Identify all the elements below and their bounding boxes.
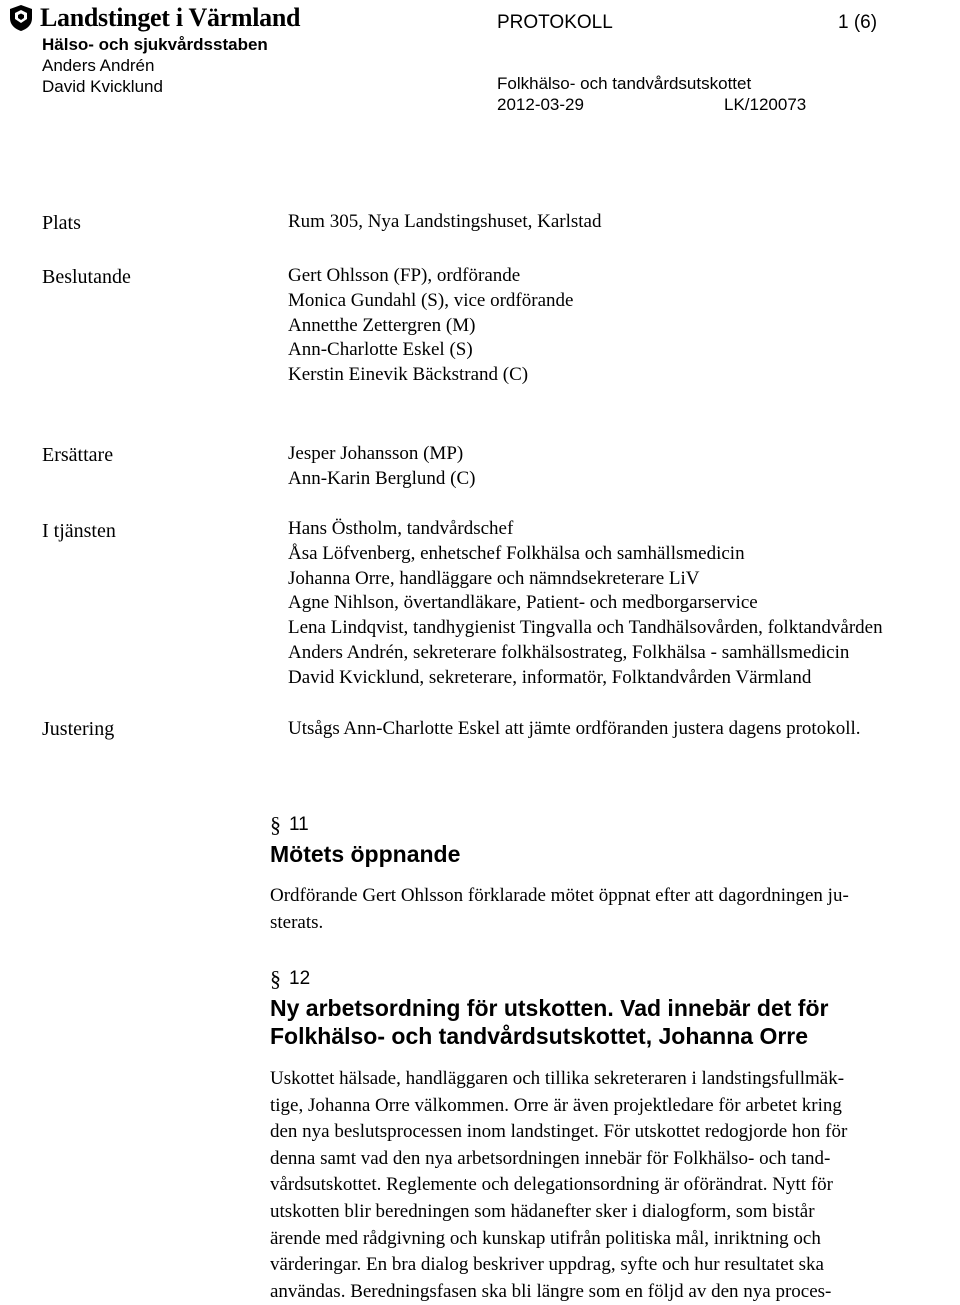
document-type: PROTOKOLL	[497, 12, 613, 33]
body-line: Uskottet hälsade, handläggaren och tillika sekreteraren i landstingsfullmäk-	[270, 1068, 845, 1089]
beslutande-label: Beslutande	[42, 266, 131, 288]
org-unit: Hälso- och sjukvårdsstaben	[42, 35, 268, 54]
list-item: Ann-Charlotte Eskel (S)	[288, 339, 473, 361]
document-date: 2012-03-29	[497, 95, 584, 114]
section-title-line: Folkhälso- och tandvårdsutskottet, Johanna Orre	[270, 1023, 809, 1049]
list-item: Hans Östholm, tandvårdschef	[288, 518, 514, 539]
section-title-line: Mötets öppnande	[270, 841, 461, 867]
body-line: värderingar. En bra dialog beskriver uppdrag, syfte och hur resultatet ska	[270, 1254, 824, 1276]
section-symbol: §	[270, 966, 281, 991]
list-item: Lena Lindqvist, tandhygienist Tingvalla och Tandhälsovården, folktandvården	[288, 617, 883, 639]
list-item: Monica Gundahl (S), vice ordförande	[288, 289, 574, 311]
justering-value: Utsågs Ann-Charlotte Eskel att jämte ordföranden justera dagens protokoll.	[288, 718, 861, 739]
list-item: Åsa Löfvenberg, enhetschef Folkhälsa och samhällsmedicin	[288, 542, 745, 564]
author-1: Anders Andrén	[42, 56, 155, 75]
section-12-title	[270, 994, 960, 1050]
section-number: 11	[289, 814, 309, 835]
body-line: sterats.	[270, 911, 324, 933]
body-line: utskotten blir beredningen som hädanefter sker i dialogform, som bistår	[270, 1200, 815, 1222]
justering-label: Justering	[42, 718, 115, 740]
i-tjansten-label: I tjänsten	[42, 520, 116, 542]
plats-label: Plats	[42, 212, 81, 234]
list-item: Ann-Karin Berglund (C)	[288, 467, 476, 489]
section-11-number	[270, 812, 309, 838]
section-11-title	[270, 840, 960, 868]
body-line: ärende med rådgivning och kunskap utifrån politiska mål, inriktning och	[270, 1227, 821, 1249]
i-tjansten-list	[288, 517, 883, 691]
logo-text: Landstinget i Värmland	[40, 3, 301, 32]
section-12-number	[270, 966, 310, 992]
list-item: Johanna Orre, handläggare och nämndsekreterare LiV	[288, 567, 700, 589]
list-item: Agne Nihlson, övertandläkare, Patient- och medborgarservice	[288, 592, 758, 614]
section-11-body	[270, 883, 922, 936]
list-item: Jesper Johansson (MP)	[288, 443, 464, 464]
committee-name: Folkhälso- och tandvårdsutskottet	[497, 74, 752, 93]
body-line: vårdsutskottet. Reglemente och delegationsordning är oförändrat. Nytt för	[270, 1174, 833, 1196]
page-number: 1 (6)	[838, 12, 878, 33]
ersattare-list	[288, 442, 476, 492]
list-item: Gert Ohlsson (FP), ordförande	[288, 265, 521, 286]
body-line: tige, Johanna Orre välkommen. Orre är även projektledare för arbetet kring	[270, 1094, 842, 1116]
author-2: David Kvicklund	[42, 77, 163, 96]
organization-logo	[8, 4, 300, 32]
body-line: den nya beslutsprocessen inom landstinget. För utskottet redogjorde hon för	[270, 1121, 848, 1143]
section-title-line: Ny arbetsordning för utskotten. Vad innebär det för	[270, 995, 829, 1021]
beslutande-list	[288, 264, 573, 388]
ersattare-label: Ersättare	[42, 444, 114, 466]
plats-value: Rum 305, Nya Landstingshuset, Karlstad	[288, 211, 602, 232]
section-number: 12	[289, 968, 311, 989]
list-item: Anders Andrén, sekreterare folkhälsostrateg, Folkhälsa - samhällsmedicin	[288, 641, 850, 663]
list-item: Annetthe Zettergren (M)	[288, 314, 476, 336]
body-line: användas. Beredningsfasen ska bli längre som en följd av den nya proces-	[270, 1280, 832, 1302]
county-emblem-icon	[8, 4, 34, 32]
list-item: David Kvicklund, sekreterare, informatör, Folktandvården Värmland	[288, 666, 812, 688]
document-reference: LK/120073	[724, 95, 807, 114]
body-line: Ordförande Gert Ohlsson förklarade mötet öppnat efter att dagordningen ju-	[270, 885, 849, 906]
section-12-body	[270, 1066, 922, 1305]
section-symbol: §	[270, 812, 281, 837]
body-line: denna samt vad den nya arbetsordningen innebär för Folkhälso- och tand-	[270, 1147, 831, 1169]
header-sender	[42, 34, 268, 97]
list-item: Kerstin Einevik Bäckstrand (C)	[288, 364, 529, 386]
